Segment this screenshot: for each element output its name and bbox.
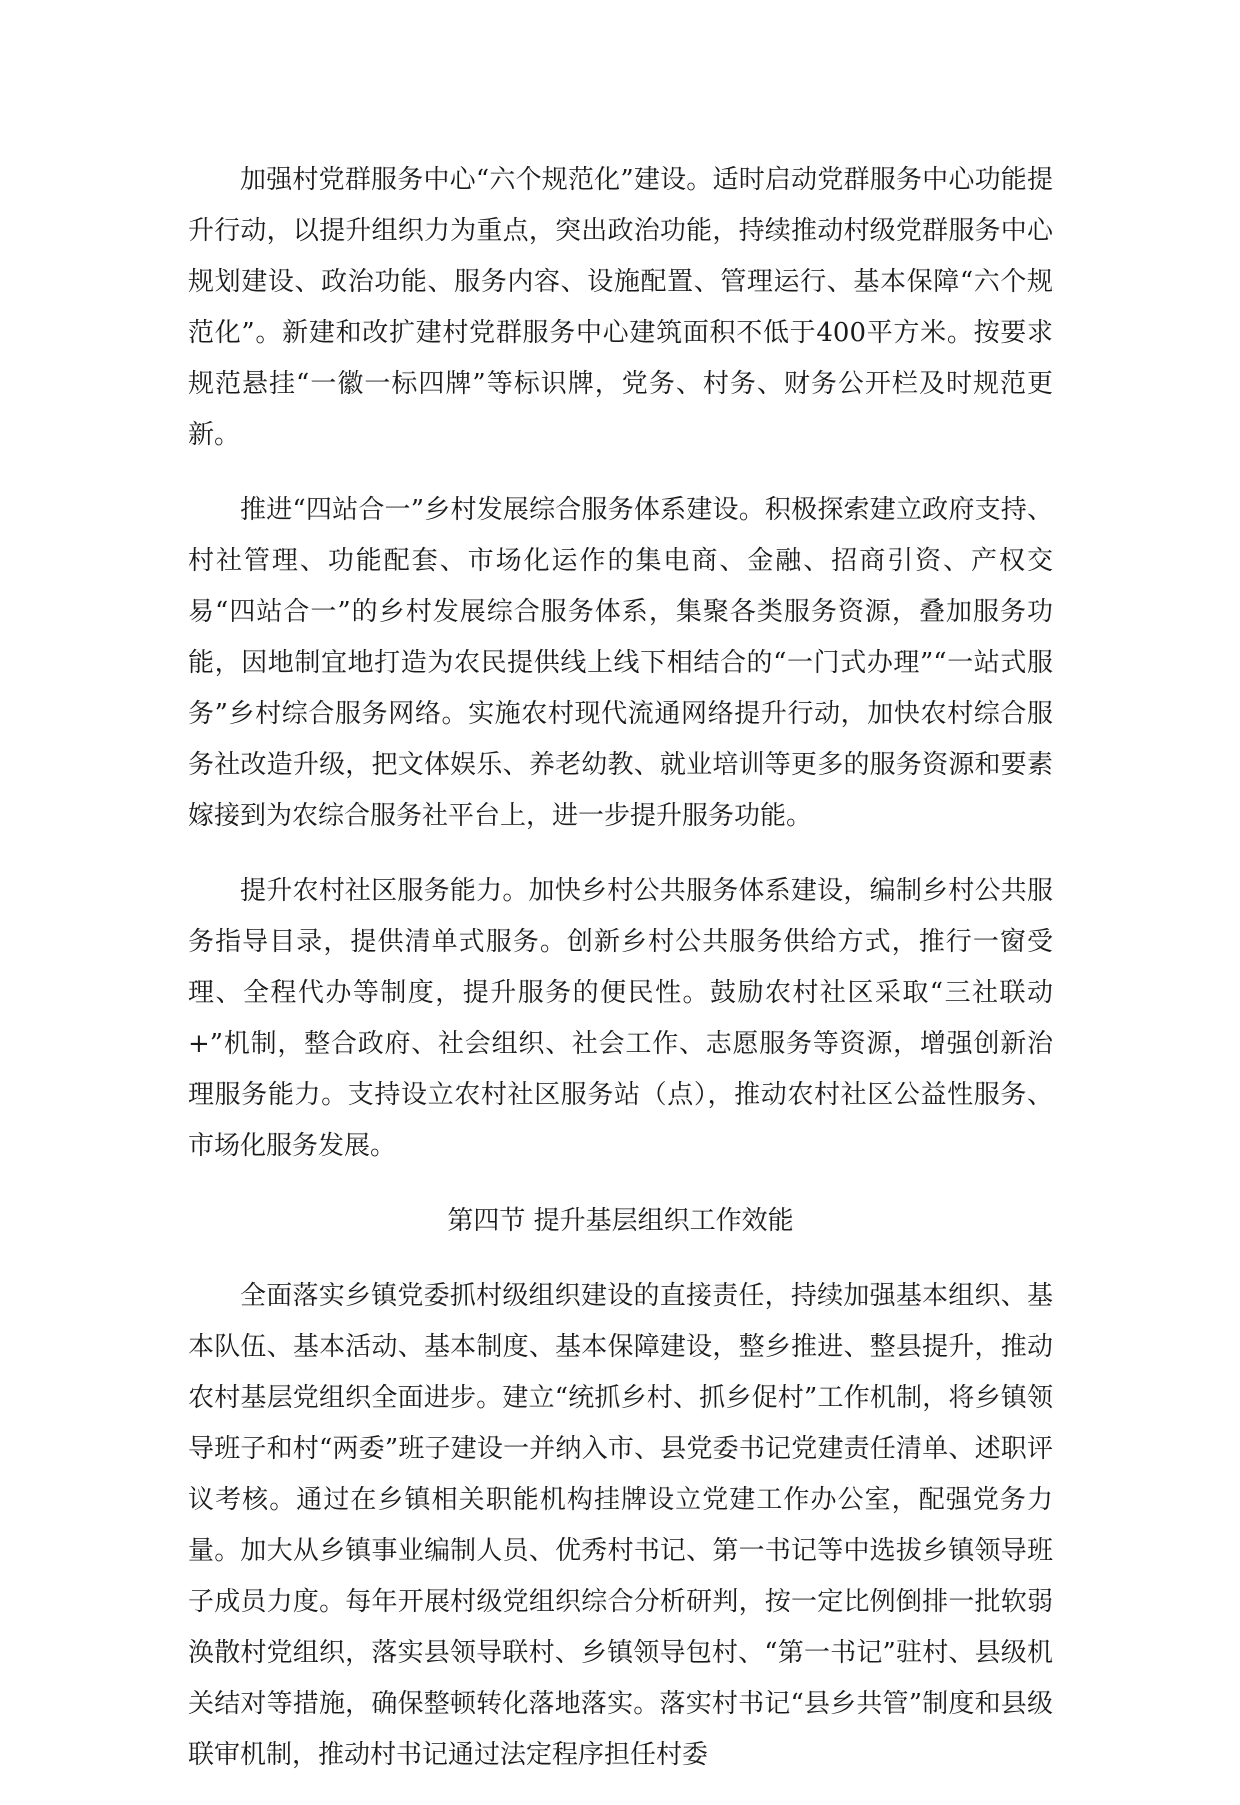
paragraph-township-party-responsibility: 全面落实乡镇党委抓村级组织建设的直接责任，持续加强基本组织、基本队伍、基本活动、基本制度、基本保障建设，整乡推进、整县提升，推动农村基层党组织全面进步。建立“统抓乡村、抓乡促村”工作机制，将乡镇领导班子和村“两委”班子建设一并纳入市、县党委书记党建责任清单、述职评议考核。通过在乡镇相关职能机构挂牌设立党建工作办公室，配强党务力量。加大从乡镇事业编制人员、优秀村书记、第一书记等中选拔乡镇领导班子成员力度。每年开展村级党组织综合分析研判，按一定比例倒排一批软弱涣散村党组织，落实县领导联村、乡镇领导包村、“第一书记”驻村、县级机关结对等措施，确保整顿转化落地落实。落实村书记“县乡共管”制度和县级联审机制，推动村书记通过法定程序担任村委 [188, 1281, 1053, 1770]
section-heading: 第四节 提升基层组织工作效能 [447, 1206, 794, 1236]
paragraph-party-service-center: 加强村党群服务中心“六个规范化”建设。适时启动党群服务中心功能提升行动，以提升组织力为重点，突出政治功能，持续推动村级党群服务中心规划建设、政治功能、服务内容、设施配置、管理运行、基本保障“六个规范化”。新建和改扩建村党群服务中心建筑面积不低于400平方米。按要求规范悬挂“一徽一标四牌”等标识牌，党务、村务、财务公开栏及时规范更新。 [188, 165, 1053, 450]
paragraph-community-service-capacity: 提升农村社区服务能力。加快乡村公共服务体系建设，编制乡村公共服务指导目录，提供清单式服务。创新乡村公共服务供给方式，推行一窗受理、全程代办等制度，提升服务的便民性。鼓励农村社区采取“三社联动+”机制，整合政府、社会组织、社会工作、志愿服务等资源，增强创新治理服务能力。支持设立农村社区服务站（点），推动农村社区公益性服务、市场化服务发展。 [188, 876, 1053, 1161]
paragraph-four-stations-in-one: 推进“四站合一”乡村发展综合服务体系建设。积极探索建立政府支持、村社管理、功能配套、市场化运作的集电商、金融、招商引资、产权交易“四站合一”的乡村发展综合服务体系，集聚各类服务资源，叠加服务功能，因地制宜地打造为农民提供线上线下相结合的“一门式办理”“一站式服务”乡村综合服务网络。实施农村现代流通网络提升行动，加快农村综合服务社改造升级，把文体娱乐、养老幼教、就业培训等更多的服务资源和要素嫁接到为农综合服务社平台上，进一步提升服务功能。 [188, 495, 1053, 831]
document-body [188, 155, 1053, 1805]
